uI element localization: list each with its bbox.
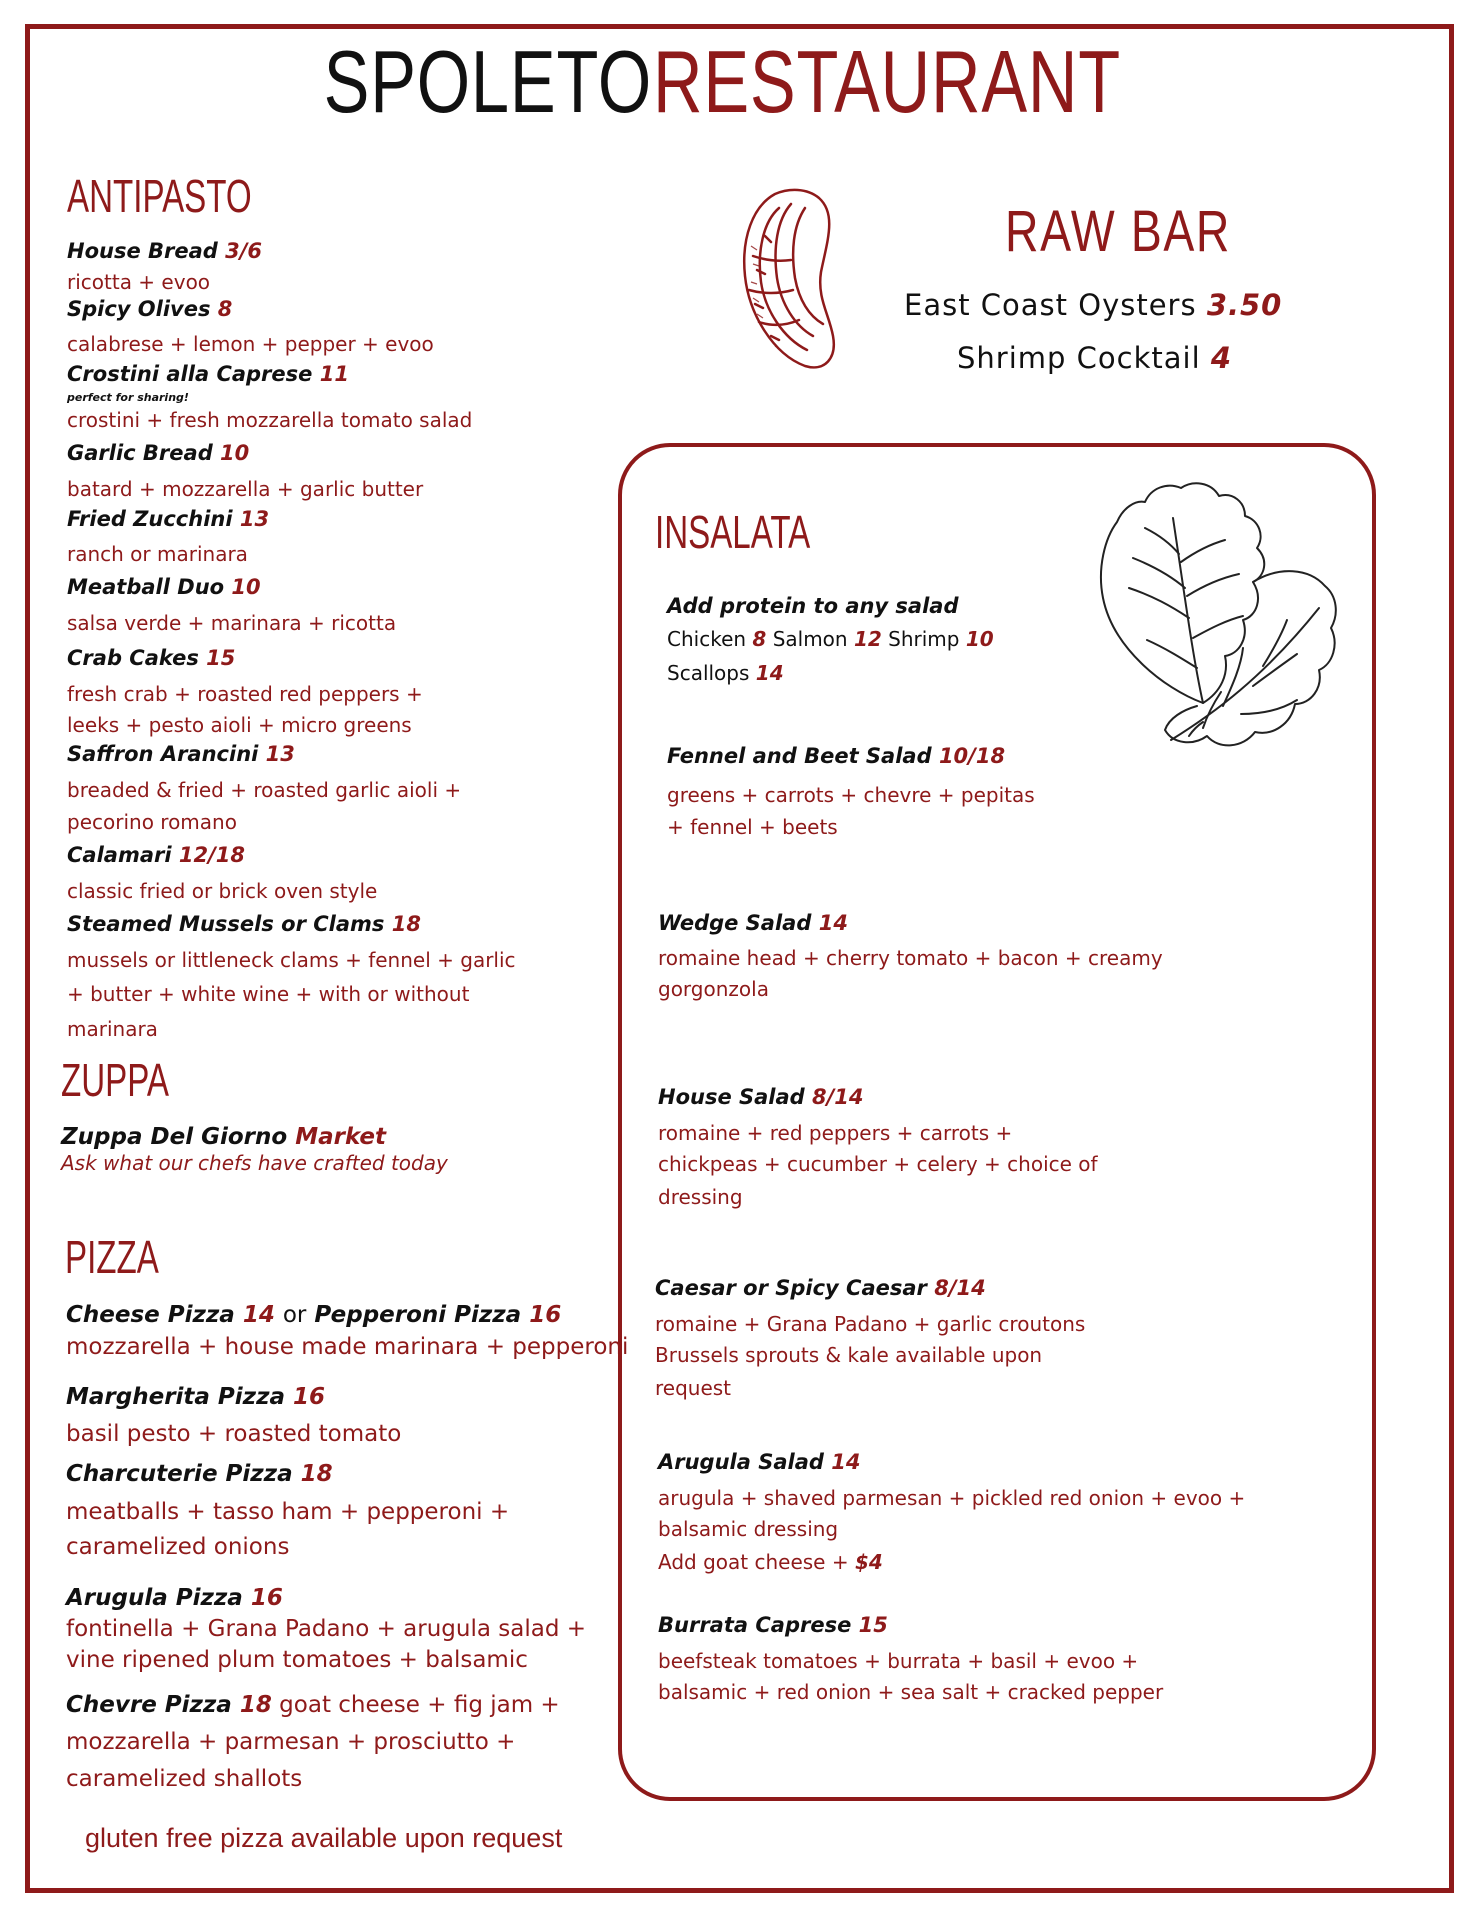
- menu-item-desc: vine ripened plum tomatoes + balsamic: [66, 1647, 528, 1673]
- menu-item-desc: ricotta + evoo: [67, 270, 211, 294]
- menu-item-name: House Salad 8/14: [658, 1085, 864, 1109]
- menu-item-desc: dressing: [658, 1185, 743, 1209]
- menu-item-desc: Brussels sprouts & kale available upon: [655, 1343, 1043, 1367]
- menu-item-name: Margherita Pizza 16: [66, 1384, 326, 1410]
- menu-item-desc: classic fried or brick oven style: [67, 879, 378, 903]
- zuppa-item-name: Zuppa Del Giorno Market: [61, 1124, 387, 1150]
- menu-item-name: Caesar or Spicy Caesar 8/14: [655, 1276, 986, 1300]
- menu-item-desc: crostini + fresh mozzarella tomato salad: [67, 408, 473, 432]
- menu-item-desc: mozzarella + parmesan + prosciutto +: [66, 1729, 516, 1755]
- oyster-illustration: [735, 186, 850, 372]
- menu-item-name: Arugula Salad 14: [658, 1450, 861, 1474]
- menu-item-name: Calamari 12/18: [67, 843, 245, 867]
- insalata-heading: INSALATA: [655, 506, 811, 558]
- menu-item-desc: leeks + pesto aioli + micro greens: [67, 713, 412, 737]
- menu-item-desc: calabrese + lemon + pepper + evoo: [67, 332, 434, 356]
- zuppa-heading: ZUPPA: [61, 1054, 169, 1106]
- menu-item-desc: fresh crab + roasted red peppers +: [67, 682, 423, 706]
- menu-item-name: Charcuterie Pizza 18: [66, 1461, 333, 1487]
- menu-item-desc: chickpeas + cucumber + celery + choice of: [658, 1152, 1098, 1176]
- menu-item-desc: caramelized onions: [66, 1534, 290, 1560]
- menu-item-desc: + butter + white wine + with or without: [67, 982, 470, 1006]
- addon-line: Add goat cheese + $4: [658, 1550, 883, 1574]
- menu-item-name: Arugula Pizza 16: [66, 1585, 283, 1611]
- menu-item-desc: balsamic + red onion + sea salt + cracked pepper: [658, 1680, 1164, 1704]
- menu-item-desc: batard + mozzarella + garlic butter: [67, 477, 424, 501]
- menu-item-name: Meatball Duo 10: [67, 575, 261, 599]
- menu-item-desc: mozzarella + house made marinara + pepperoni: [66, 1334, 629, 1360]
- menu-item-desc: + fennel + beets: [667, 815, 838, 839]
- protein-options: Chicken 8 Salmon 12 Shrimp 10: [667, 627, 994, 651]
- menu-item-name: Crostini alla Caprese 11: [67, 362, 349, 386]
- menu-item-name: Burrata Caprese 15: [658, 1613, 888, 1637]
- menu-item-desc: basil pesto + roasted tomato: [66, 1421, 402, 1447]
- raw-bar-item: East Coast Oysters 3.50: [904, 288, 1283, 322]
- menu-item-name: Garlic Bread 10: [67, 441, 250, 465]
- menu-item-desc: marinara: [67, 1017, 158, 1041]
- menu-item-desc: romaine + Grana Padano + garlic croutons: [655, 1312, 1086, 1336]
- protein-title: Add protein to any salad: [667, 594, 959, 618]
- zuppa-desc: Ask what our chefs have crafted today: [61, 1151, 448, 1175]
- menu-item-name: House Bread 3/6: [67, 239, 263, 263]
- pizza-heading: PIZZA: [65, 1231, 159, 1283]
- menu-item-name: Cheese Pizza 14 or Pepperoni Pizza 16: [66, 1302, 562, 1328]
- restaurant-title: SPOLETORESTAURANT: [324, 32, 1121, 131]
- menu-item-name: Crab Cakes 15: [67, 646, 236, 670]
- menu-item-desc: fontinella + Grana Padano + arugula salad +: [66, 1616, 587, 1642]
- menu-item-name: Spicy Olives 8: [67, 297, 233, 321]
- menu-item-desc: mussels or littleneck clams + fennel + garlic: [67, 948, 516, 972]
- lettuce-illustration: [1093, 478, 1343, 773]
- menu-item-note: perfect for sharing!: [67, 391, 189, 404]
- menu-item-desc: beefsteak tomatoes + burrata + basil + evoo +: [658, 1649, 1139, 1673]
- menu-item-desc: greens + carrots + chevre + pepitas: [667, 783, 1035, 807]
- antipasto-heading: ANTIPASTO: [67, 170, 252, 222]
- gluten-free-note: gluten free pizza available upon request: [85, 1823, 563, 1853]
- menu-item-desc: pecorino romano: [67, 810, 237, 834]
- raw-bar-heading: RAW BAR: [1005, 199, 1232, 264]
- menu-item-desc: salsa verde + marinara + ricotta: [67, 611, 397, 635]
- menu-item-desc: request: [655, 1376, 732, 1400]
- menu-item-desc: caramelized shallots: [66, 1766, 303, 1792]
- menu-item-desc: meatballs + tasso ham + pepperoni +: [66, 1499, 510, 1525]
- menu-item-desc: romaine head + cherry tomato + bacon + creamy: [658, 946, 1163, 970]
- menu-item-desc: romaine + red peppers + carrots +: [658, 1121, 1013, 1145]
- menu-item-desc: breaded & fried + roasted garlic aioli +: [67, 778, 462, 802]
- raw-bar-item: Shrimp Cocktail 4: [957, 341, 1233, 375]
- menu-item-name: Fennel and Beet Salad 10/18: [667, 744, 1006, 768]
- menu-item-name: Saffron Arancini 13: [67, 742, 295, 766]
- menu-item-name: Chevre Pizza 18 goat cheese + fig jam +: [66, 1692, 560, 1718]
- protein-options: Scallops 14: [667, 661, 784, 685]
- menu-item-desc: gorgonzola: [658, 977, 769, 1001]
- menu-item-name: Wedge Salad 14: [658, 911, 848, 935]
- menu-item-name: Fried Zucchini 13: [67, 507, 270, 531]
- menu-item-name: Steamed Mussels or Clams 18: [67, 912, 421, 936]
- menu-item-desc: ranch or marinara: [67, 542, 248, 566]
- menu-item-desc: arugula + shaved parmesan + pickled red onion + evoo +: [658, 1486, 1246, 1510]
- menu-item-desc: balsamic dressing: [658, 1517, 839, 1541]
